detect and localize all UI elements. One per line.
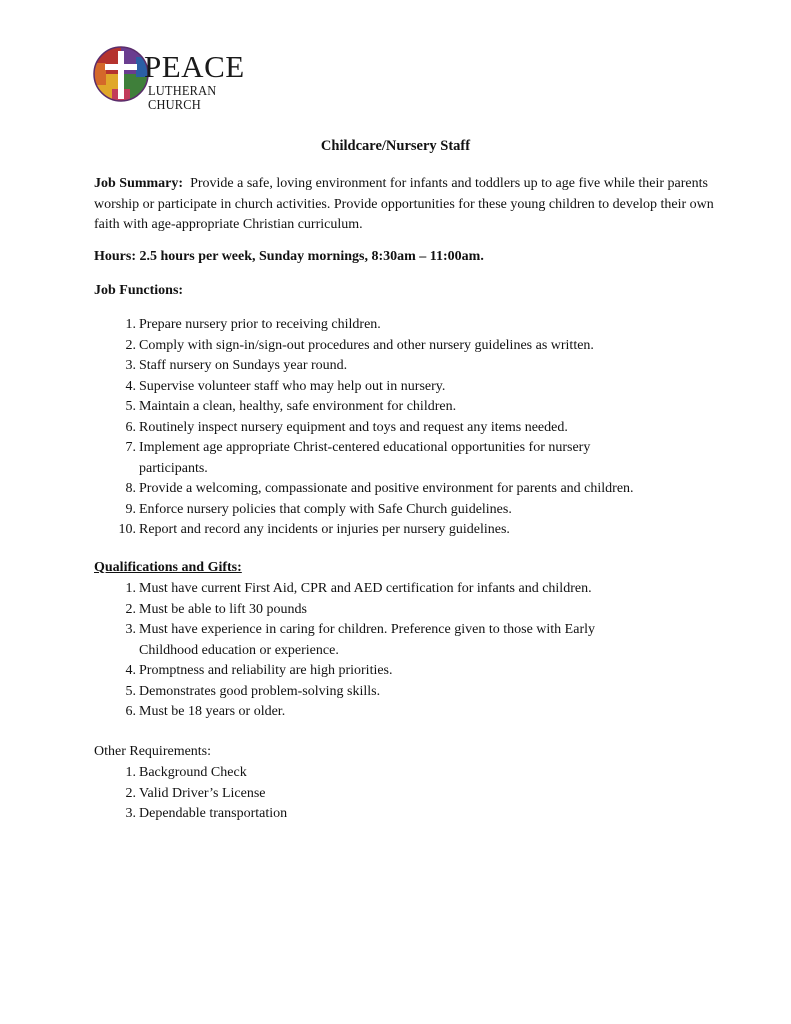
list-item: 1. Prepare nursery prior to receiving children.: [125, 317, 381, 332]
cross-logo-icon: [92, 45, 150, 103]
list-item: 3. Staff nursery on Sundays year round.: [125, 358, 348, 373]
logo-name: PEACE: [144, 49, 245, 84]
other-requirements-heading: Other Requirements:: [94, 744, 212, 759]
qualifications-heading: Qualifications and Gifts:: [94, 560, 242, 575]
list-item: 2. Valid Driver’s License: [125, 785, 266, 801]
job-summary-label: Job Summary:: [94, 176, 184, 191]
list-item: 1. Must have current First Aid, CPR and AED certification for infants and children.: [125, 581, 592, 596]
list-item: 2. Must be able to lift 30 pounds: [125, 601, 307, 617]
list-item: 3. Dependable transportation: [125, 806, 288, 821]
qualifications-list: [94, 579, 714, 723]
list-item: 3. Must have experience in caring for children. Preference given to those with Early Childhood education or experience.: [125, 622, 595, 658]
hours-line: Hours: 2.5 hours per week, Sunday mornings, 8:30am – 11:00am.: [94, 249, 484, 264]
list-item: 9. Enforce nursery policies that comply with Safe Church guidelines.: [125, 501, 512, 517]
list-item: 4. Promptness and reliability are high priorities.: [125, 663, 393, 678]
job-summary: [94, 174, 714, 236]
list-item: 6. Must be 18 years or older.: [125, 704, 286, 719]
list-item: 4. Supervise volunteer staff who may help out in nursery.: [125, 378, 446, 394]
list-item: 5. Demonstrates good problem-solving skills.: [125, 683, 381, 699]
logo-subtitle: LUTHERAN CHURCH: [148, 83, 217, 112]
page-title: Childcare/Nursery Staff: [320, 138, 471, 154]
list-item: 5. Maintain a clean, healthy, safe environment for children.: [125, 399, 457, 414]
list-item: 2. Comply with sign-in/sign-out procedures and other nursery guidelines as written.: [125, 337, 594, 353]
job-functions-list: [94, 315, 714, 541]
list-item: 7. Implement age appropriate Christ-centered educational opportunities for nursery participants.: [125, 440, 591, 476]
church-logo: [92, 45, 262, 112]
job-summary-text: Provide a safe, loving environment for infants and toddlers up to age five while their parents worship or participate in church activities. Provide opportunities for these young children to develop their own faith with age-appropriate Christian curriculum.: [94, 176, 714, 232]
list-item: 8. Provide a welcoming, compassionate and positive environment for parents and children.: [125, 481, 634, 496]
list-item: 10. Report and record any incidents or injuries per nursery guidelines.: [118, 522, 510, 537]
other-requirements-list: [94, 763, 714, 825]
job-functions-heading: Job Functions:: [94, 283, 184, 298]
list-item: 1. Background Check: [125, 765, 247, 780]
list-item: 6. Routinely inspect nursery equipment and toys and request any items needed.: [125, 419, 568, 435]
